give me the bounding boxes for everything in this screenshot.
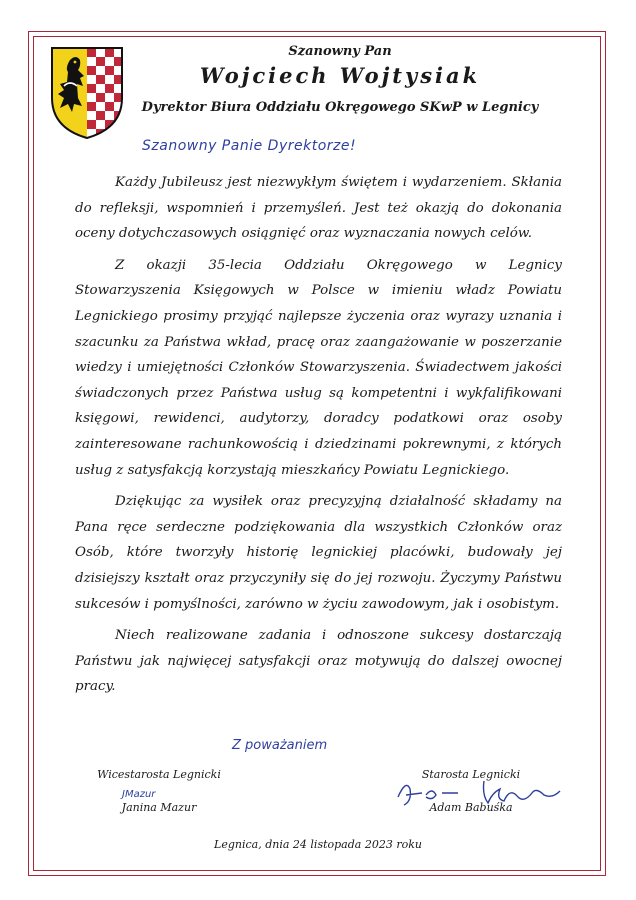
paragraph: Każdy Jubileusz jest niezwykłym świętem i wydarzeniem. Skłania do refleksji, wspomnień i przemyśleń. Jest też okazją do dokonania oceny dotychczasowych osiągnięć oraz wyznaczania nowych celów. — [75, 175, 562, 242]
signatory-title: Wicestarosta Legnicki — [97, 768, 221, 781]
signatory-left — [84, 768, 234, 814]
paragraph: Dziękując za wysiłek oraz precyzyjną działalność składamy na Pana ręce serdeczne podziękowania dla wszystkich Członków oraz Osób, które tworzyły historię legnickiej placówki, budowały jej dzisiejszy kształt oraz przyczyniły się do jej rozwoju. Życzymy Państwu sukcesów i pomyślności, zarówno w życiu zawodowym, jak i osobistym. — [75, 494, 562, 612]
paragraph: Niech realizowane zadania i odnoszone sukcesy dostarczają Państwu jak najwięcej satysfakcji oraz motywują do dalszej owocnej pracy. — [75, 628, 562, 695]
salutation: Szanowny Pan — [288, 44, 392, 59]
handwritten-greeting: Szanowny Panie Dyrektorze! — [142, 138, 357, 154]
signature-right — [396, 775, 566, 811]
signature-left: JMazur — [122, 789, 156, 800]
signatory-name: Janina Mazur — [121, 801, 197, 814]
signatory-name: Adam Babuśka — [429, 801, 513, 814]
signatory-title: Starosta Legnicki — [421, 768, 521, 781]
recipient-name: Wojciech Wojtysiak — [199, 63, 481, 88]
paragraph: Z okazji 35-lecia Oddziału Okręgowego w Legnicy Stowarzyszenia Księgowych w Polsce w imieniu władz Powiatu Legnickiego prosimy przyjąć najlepsze życzenia oraz wyrazy uznania i szacunku za Państwa wkład, pracę oraz zaangażowanie w poszerzanie wiedzy i umiejętności Członków Stowarzyszenia. Świadectwem jakości świadczonych przez Państwa usług są kompetentni i wykfalifikowani księgowi, rewidenci, audytorzy, doradcy podatkowi oraz osoby zainteresowane rachunkowością i dziedzinami pokrewnymi, z których usług z satysfakcją korzystają mieszkańcy Powiatu Legnickiego. — [75, 257, 562, 478]
coat-of-arms-icon — [50, 46, 124, 140]
letter-body — [75, 170, 562, 706]
recipient-position: Dyrektor Biura Oddziału Okręgowego SKwP w Legnicy — [141, 100, 539, 115]
place-and-date: Legnica, dnia 24 listopada 2023 roku — [214, 838, 422, 851]
handwritten-closing: Z poważaniem — [232, 738, 328, 753]
